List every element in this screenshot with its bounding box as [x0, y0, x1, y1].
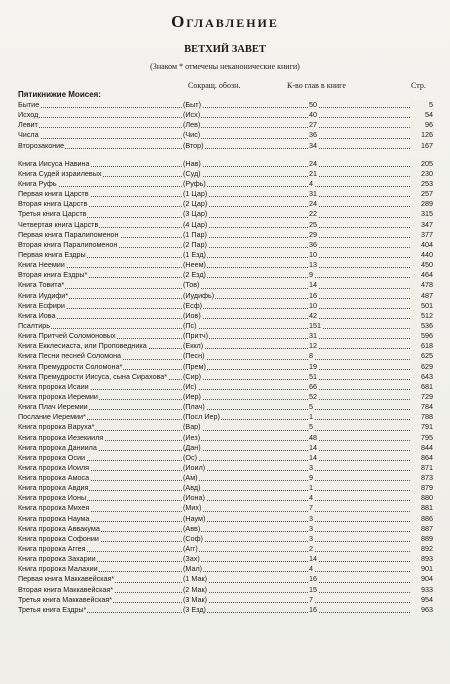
- book-abbreviation: (Тов): [183, 280, 200, 290]
- page-number: 889: [410, 534, 434, 544]
- book-abbreviation: (Авд): [183, 483, 201, 493]
- book-name: Книга пророка Осии: [18, 452, 86, 462]
- book-abbreviation: (Есф): [183, 300, 203, 310]
- toc-row: [18, 564, 434, 574]
- book-abbreviation: (Исх): [183, 110, 201, 120]
- chapter-count: 36: [309, 130, 317, 140]
- book-abbreviation: (1 Мак): [183, 574, 207, 584]
- book-name: Первая книга Паралипоменон: [18, 229, 119, 239]
- chapter-count: 42: [309, 310, 317, 320]
- chapter-count: 14: [309, 442, 317, 452]
- toc-row: [18, 524, 434, 534]
- page-number: 901: [410, 564, 434, 574]
- book-abbreviation: (1 Пар): [183, 229, 207, 239]
- book-name: Первая книга Царств: [18, 189, 89, 199]
- chapter-count: 24: [309, 158, 317, 168]
- page-number: 404: [410, 240, 434, 250]
- chapter-count: 1: [309, 412, 313, 422]
- book-abbreviation: (Иез): [183, 432, 201, 442]
- book-name: Книга пророка Иоиля: [18, 462, 90, 472]
- book-abbreviation: (2 Езд): [183, 270, 206, 280]
- dot-leader: [18, 138, 418, 139]
- book-name: Книга Плач Иеремии: [18, 402, 88, 412]
- toc-row: [18, 412, 434, 422]
- dot-leader: [18, 186, 418, 187]
- page-number: 933: [410, 585, 434, 595]
- chapter-count: 34: [309, 140, 317, 150]
- toc-row: [18, 574, 434, 584]
- toc-row: [18, 341, 434, 351]
- chapter-count: 51: [309, 371, 317, 381]
- book-name: Книга Песни песней Соломона: [18, 351, 122, 361]
- book-name: Вторая книга Паралипоменон: [18, 239, 118, 249]
- page-number: 205: [410, 159, 434, 169]
- toc-row: [18, 585, 434, 595]
- book-name: Книга пророка Аввакума: [18, 523, 100, 533]
- book-name: Бытие: [18, 100, 40, 109]
- book-name: Левит: [18, 120, 38, 130]
- book-abbreviation: (Ис): [183, 381, 197, 391]
- dot-leader: [18, 318, 418, 319]
- book-abbreviation: (Неем): [183, 260, 206, 270]
- section-subtitle: ВЕТХИЙ ЗАВЕТ: [184, 44, 266, 55]
- chapter-count: 16: [309, 574, 317, 584]
- chapter-count: 9: [309, 473, 313, 483]
- chapter-count: 19: [309, 361, 317, 371]
- toc-row: [18, 534, 434, 544]
- page-number: 440: [410, 250, 434, 260]
- book-name: Вторая книга Маккавейская*: [18, 584, 114, 594]
- book-name: Книга Премудрости Иисуса, сына Сирахова*: [18, 371, 168, 381]
- book-abbreviation: (3 Цар): [183, 209, 208, 219]
- book-name: Книга Товита*: [18, 280, 65, 290]
- section-heading: Пятикнижие Моисея:: [18, 90, 101, 99]
- page-number: 347: [410, 220, 434, 230]
- dot-leader: [18, 267, 418, 268]
- chapter-count: 5: [309, 422, 313, 432]
- page-number: 230: [410, 169, 434, 179]
- book-abbreviation: (Иоил): [183, 462, 206, 472]
- page-number: 629: [410, 362, 434, 372]
- book-name: Числа: [18, 130, 39, 140]
- toc-row: [18, 382, 434, 392]
- page-number: 892: [410, 544, 434, 554]
- book-name: Вторая книга Ездры*: [18, 270, 88, 280]
- chapter-count: 12: [309, 341, 317, 351]
- toc-row: [18, 605, 434, 615]
- page-number: 729: [410, 392, 434, 402]
- book-name: Книга пророка Исаии: [18, 381, 89, 391]
- chapter-count: 5: [309, 402, 313, 412]
- toc-row: [18, 230, 434, 240]
- book-abbreviation: (Притч): [183, 331, 209, 341]
- page-number: 904: [410, 574, 434, 584]
- chapter-count: 3: [309, 533, 313, 543]
- book-abbreviation: (1 Цар): [183, 189, 208, 199]
- page-number: 464: [410, 270, 434, 280]
- toc-row: [18, 159, 434, 169]
- book-name: Первая книга Ездры: [18, 249, 86, 259]
- toc-row: [18, 422, 434, 432]
- column-header-abbr: Сокращ. обозн.: [188, 81, 241, 90]
- book-abbreviation: (Посл Иер): [183, 412, 220, 422]
- book-name: Книга пророка Наума: [18, 513, 90, 523]
- page-number: 289: [410, 199, 434, 209]
- chapter-count: 14: [309, 280, 317, 290]
- page-number: 487: [410, 291, 434, 301]
- book-abbreviation: (Суд): [183, 168, 201, 178]
- toc-row: [18, 362, 434, 372]
- book-abbreviation: (2 Цар): [183, 199, 208, 209]
- toc-row: [18, 331, 434, 341]
- book-name: Книга пророка Аггея: [18, 544, 86, 554]
- toc-row: [18, 280, 434, 290]
- toc-row: [18, 351, 434, 361]
- book-name: Псалтирь: [18, 320, 50, 330]
- book-abbreviation: (Быт): [183, 100, 201, 109]
- chapter-count: 66: [309, 381, 317, 391]
- book-abbreviation: (Иов): [183, 310, 201, 320]
- toc-row: [18, 514, 434, 524]
- book-abbreviation: (Соф): [183, 533, 203, 543]
- book-abbreviation: (4 Цар): [183, 219, 208, 229]
- book-abbreviation: (Пс): [183, 320, 197, 330]
- book-abbreviation: (2 Пар): [183, 239, 207, 249]
- book-name: Книга Иудифи*: [18, 290, 69, 300]
- page-number: 625: [410, 351, 434, 361]
- book-name: Книга Судей израилевых: [18, 168, 102, 178]
- book-abbreviation: (Вар): [183, 422, 201, 432]
- page-title: Оглавление: [171, 12, 279, 31]
- toc-row: [18, 120, 434, 130]
- page-number: 450: [410, 260, 434, 270]
- chapter-count: 24: [309, 199, 317, 209]
- chapter-count: 15: [309, 584, 317, 594]
- column-header-page: Стр.: [411, 81, 426, 90]
- page-number: 954: [410, 595, 434, 605]
- toc-row: [18, 473, 434, 483]
- toc-row: [18, 240, 434, 250]
- toc-row: [18, 453, 434, 463]
- book-abbreviation: (Нав): [183, 158, 201, 168]
- chapter-count: 4: [309, 493, 313, 503]
- page-number: 96: [410, 120, 434, 130]
- book-abbreviation: (Дан): [183, 442, 201, 452]
- page-number: 315: [410, 209, 434, 219]
- toc-row: [18, 189, 434, 199]
- book-abbreviation: (Плач): [183, 402, 205, 412]
- chapter-count: 9: [309, 270, 313, 280]
- page-number: 788: [410, 412, 434, 422]
- toc-row: [18, 311, 434, 321]
- toc-row: [18, 392, 434, 402]
- toc-row: [18, 100, 434, 110]
- page-number: 501: [410, 301, 434, 311]
- book-abbreviation: (Сир): [183, 371, 201, 381]
- chapter-count: 7: [309, 503, 313, 513]
- column-header-chapters: К-во глав в книге: [287, 81, 346, 90]
- toc-row: [18, 503, 434, 513]
- page-number: 887: [410, 524, 434, 534]
- dot-leader: [18, 298, 418, 299]
- book-abbreviation: (Иер): [183, 391, 201, 401]
- chapter-count: 16: [309, 604, 317, 614]
- page-number: 784: [410, 402, 434, 412]
- toc-row: [18, 595, 434, 605]
- page-number: 257: [410, 189, 434, 199]
- book-abbreviation: (1 Езд): [183, 249, 206, 259]
- toc-list: [18, 100, 434, 615]
- page-number: 864: [410, 453, 434, 463]
- toc-row: [18, 372, 434, 382]
- page-number: 596: [410, 331, 434, 341]
- chapter-count: 151: [309, 320, 321, 330]
- toc-row: [18, 544, 434, 554]
- book-abbreviation: (Лев): [183, 120, 201, 130]
- book-abbreviation: (Втор): [183, 140, 204, 150]
- toc-row: [18, 321, 434, 331]
- book-name: Книга Иова: [18, 310, 56, 320]
- dot-leader: [18, 117, 418, 118]
- book-abbreviation: (Иудифь): [183, 290, 215, 300]
- toc-row: [18, 483, 434, 493]
- toc-row: [18, 199, 434, 209]
- book-name: Книга Притчей Соломоновых: [18, 331, 116, 341]
- chapter-count: 4: [309, 178, 313, 188]
- toc-row: [18, 110, 434, 120]
- chapter-count: 1: [309, 483, 313, 493]
- book-name: Послание Иеремии*: [18, 412, 86, 422]
- book-name: Второзаконие: [18, 140, 65, 150]
- book-abbreviation: (Руфь): [183, 178, 206, 188]
- page-number: 478: [410, 280, 434, 290]
- toc-row: [18, 433, 434, 443]
- book-name: Книга пророка Даниила: [18, 442, 97, 452]
- toc-row: [18, 141, 434, 151]
- chapter-count: 2: [309, 544, 313, 554]
- book-name: Книга Иисуса Навина: [18, 158, 90, 168]
- page-number: 871: [410, 463, 434, 473]
- book-name: Исход: [18, 110, 39, 120]
- chapter-count: 22: [309, 209, 317, 219]
- book-name: Книга пророка Варуха*: [18, 422, 95, 432]
- page-number: 886: [410, 514, 434, 524]
- page-number: 963: [410, 605, 434, 615]
- chapter-count: 50: [309, 100, 317, 109]
- page-number: 5: [410, 100, 434, 110]
- book-name: Книга Премудрости Соломона*: [18, 361, 123, 371]
- chapter-count: 8: [309, 351, 313, 361]
- page-number: 881: [410, 503, 434, 513]
- chapter-count: 14: [309, 452, 317, 462]
- dot-leader: [18, 308, 418, 309]
- chapter-count: 4: [309, 564, 313, 574]
- toc-row: [18, 291, 434, 301]
- dot-leader: [18, 127, 418, 128]
- chapter-count: 3: [309, 513, 313, 523]
- book-name: Книга пророка Иезекииля: [18, 432, 104, 442]
- page-number: 643: [410, 372, 434, 382]
- dot-leader: [18, 107, 418, 108]
- chapter-count: 31: [309, 331, 317, 341]
- chapter-count: 29: [309, 229, 317, 239]
- book-name: Четвертая книга Царств: [18, 219, 99, 229]
- chapter-count: 16: [309, 290, 317, 300]
- book-abbreviation: (Агг): [183, 544, 198, 554]
- chapter-count: 25: [309, 219, 317, 229]
- page-number: 873: [410, 473, 434, 483]
- chapter-count: 52: [309, 391, 317, 401]
- toc-row: [18, 493, 434, 503]
- book-abbreviation: (Мих): [183, 503, 202, 513]
- dot-leader: [18, 288, 418, 289]
- chapter-count: 27: [309, 120, 317, 130]
- toc-row: [18, 179, 434, 189]
- book-abbreviation: (3 Мак): [183, 594, 207, 604]
- book-name: Книга Есфири: [18, 300, 65, 310]
- toc-row: [18, 301, 434, 311]
- chapter-count: 10: [309, 300, 317, 310]
- page-number: 536: [410, 321, 434, 331]
- toc-row: [18, 443, 434, 453]
- book-name: Книга Руфь: [18, 178, 57, 188]
- toc-row: [18, 402, 434, 412]
- toc-row: [18, 554, 434, 564]
- page-number: 879: [410, 483, 434, 493]
- toc-row: [18, 209, 434, 219]
- book-name: Книга пророка Авдия: [18, 483, 89, 493]
- book-name: Третья книга Маккавейская*: [18, 594, 113, 604]
- book-abbreviation: (Мал): [183, 564, 203, 574]
- canonical-note: (Знаком * отмечены неканонические книги): [150, 62, 300, 71]
- toc-row: [18, 220, 434, 230]
- book-abbreviation: (Чис): [183, 130, 201, 140]
- page-number: 795: [410, 433, 434, 443]
- book-abbreviation: (2 Мак): [183, 584, 207, 594]
- book-abbreviation: (Еккл): [183, 341, 204, 351]
- book-name: Книга пророка Михея: [18, 503, 90, 513]
- toc-row: [18, 463, 434, 473]
- book-abbreviation: (Зах): [183, 554, 200, 564]
- page-number: 791: [410, 422, 434, 432]
- book-name: Третья книга Царств: [18, 209, 87, 219]
- book-name: Книга Екклесиаста, или Проповедника: [18, 341, 147, 351]
- dot-leader: [18, 328, 418, 329]
- book-name: Первая книга Маккавейская*: [18, 574, 115, 584]
- book-abbreviation: (Ам): [183, 473, 198, 483]
- book-abbreviation: (3 Езд): [183, 604, 206, 614]
- dot-leader: [18, 148, 418, 149]
- toc-row: [18, 260, 434, 270]
- book-name: Вторая книга Царств: [18, 199, 88, 209]
- toc-row: [18, 169, 434, 179]
- book-name: Книга пророка Иеремии: [18, 391, 98, 401]
- book-name: Книга пророка Ионы: [18, 493, 87, 503]
- toc-row: [18, 270, 434, 280]
- book-abbreviation: (Авв): [183, 523, 201, 533]
- book-abbreviation: (Иона): [183, 493, 205, 503]
- chapter-count: 40: [309, 110, 317, 120]
- book-abbreviation: (Песн): [183, 351, 205, 361]
- page-number: 54: [410, 110, 434, 120]
- book-name: Книга пророка Захарии: [18, 554, 96, 564]
- chapter-count: 36: [309, 239, 317, 249]
- toc-row: [18, 130, 434, 140]
- chapter-count: 3: [309, 462, 313, 472]
- book-name: Книга пророка Амоса: [18, 473, 90, 483]
- book-abbreviation: (Ос): [183, 452, 197, 462]
- book-name: Книга пророка Софонии: [18, 533, 99, 543]
- page-number: 377: [410, 230, 434, 240]
- book-abbreviation: (Прем): [183, 361, 206, 371]
- page-number: 126: [410, 130, 434, 140]
- chapter-count: 10: [309, 249, 317, 259]
- book-abbreviation: (Наум): [183, 513, 206, 523]
- chapter-count: 31: [309, 189, 317, 199]
- page-number: 167: [410, 141, 434, 151]
- chapter-count: 48: [309, 432, 317, 442]
- page-number: 618: [410, 341, 434, 351]
- chapter-count: 7: [309, 594, 313, 604]
- chapter-count: 13: [309, 260, 317, 270]
- book-name: Третья книга Ездры*: [18, 604, 87, 614]
- chapter-count: 3: [309, 523, 313, 533]
- book-name: Книга Неемии: [18, 260, 65, 270]
- page-number: 681: [410, 382, 434, 392]
- toc-row: [18, 250, 434, 260]
- page-number: 880: [410, 493, 434, 503]
- chapter-count: 14: [309, 554, 317, 564]
- chapter-count: 21: [309, 168, 317, 178]
- book-name: Книга пророка Малахии: [18, 564, 98, 574]
- page-number: 512: [410, 311, 434, 321]
- page-number: 893: [410, 554, 434, 564]
- page-number: 253: [410, 179, 434, 189]
- page-number: 844: [410, 443, 434, 453]
